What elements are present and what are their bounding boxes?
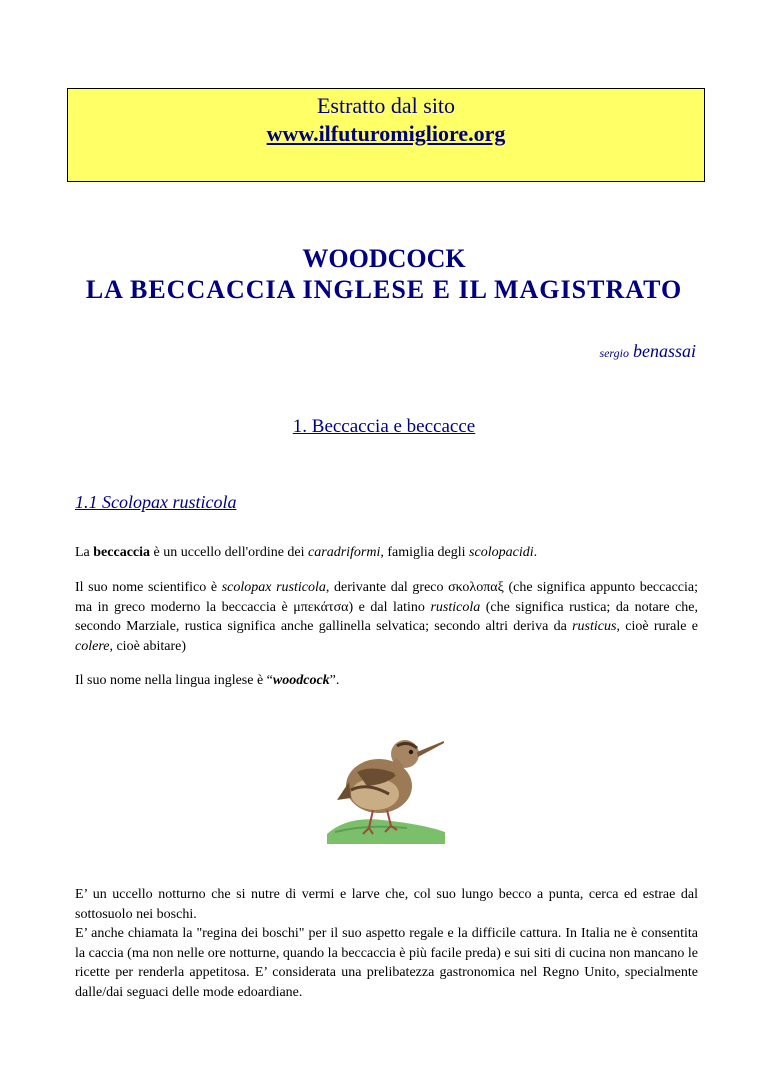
paragraph-habits: E’ un uccello notturno che si nutre di vermi e larve che, col suo lungo becco a punta, cerca ed estrae dal sottosuolo nei boschi. (75, 887, 698, 922)
author-byline (599, 341, 696, 362)
paragraph-etymology: Il suo nome scientifico è scolopax rusticola, derivante dal greco σκολοπαξ (che significa appunto beccaccia; ma in greco moderno la beccaccia è μπεκάτσα) e dal latino rusticola (che significa rustica; da notare che, secondo Marziale, rustica significa anche gallinella selvatica; secondo altri deriva da rusticus, cioè rurale e colere, cioè abitare) (75, 580, 698, 654)
woodcock-illustration (327, 724, 445, 844)
document-subtitle: LA BECCACCIA INGLESE E IL MAGISTRATO (85, 275, 683, 304)
paragraph-intro: La beccaccia è un uccello dell'ordine dei caradriformi, famiglia degli scolopacidi. (75, 545, 538, 560)
term-woodcock: woodcock (272, 673, 330, 688)
document-title: WOODCOCK (302, 244, 466, 273)
subsection-heading: 1.1 Scolopax rusticola (75, 492, 237, 512)
header-source-label: Estratto dal sito (316, 93, 456, 118)
header-source-link[interactable]: www.ilfuturomigliore.org (266, 121, 506, 146)
paragraph-hunting-cuisine: E’ anche chiamata la "regina dei boschi" per il suo aspetto regale e la difficile cattura. In Italia ne è consentita la caccia (ma non nelle ore notturne, quando la beccaccia è più facile preda) e sui siti di cucina non mancano le ricette per renderla appetitosa. E’ considerata una prelibatezza gastronomica nel Regno Unito, specialmente dalle/dai seguaci delle mode edoardiane. (75, 926, 698, 1000)
author-first-name: sergio (599, 346, 629, 360)
source-header-box (67, 88, 705, 182)
author-last-name: benassai (633, 341, 696, 361)
term-beccaccia: beccaccia (93, 545, 151, 560)
section-heading: 1. Beccaccia e beccacce (292, 416, 476, 437)
paragraph-english-name: Il suo nome nella lingua inglese è “woodcock”. (75, 673, 340, 688)
